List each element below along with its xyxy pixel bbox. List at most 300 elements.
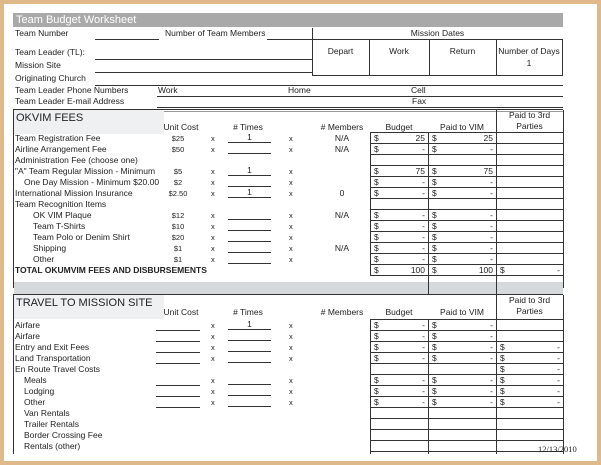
unit-cost-value: $50 <box>171 145 185 154</box>
budget-cell[interactable] <box>370 188 429 199</box>
column-rule <box>370 452 371 454</box>
budget-cell[interactable] <box>370 419 429 430</box>
row-label: One Day Mission - Minimum $20.00 <box>24 177 160 187</box>
dollar-sign: $ <box>374 375 379 385</box>
times-field[interactable]: 1 <box>228 165 271 176</box>
budget-cell[interactable] <box>370 331 429 342</box>
travel-title: TRAVEL TO MISSION SITE <box>14 295 164 319</box>
multiply-sign: x <box>211 233 215 242</box>
times-field[interactable] <box>228 253 271 264</box>
vim-cell[interactable] <box>428 408 497 419</box>
home-phone-label: Home <box>288 85 311 95</box>
times-field[interactable]: 1 <box>228 319 271 330</box>
budget-cell[interactable] <box>370 243 429 254</box>
row-label: Administration Fee (choose one) <box>15 155 138 165</box>
column-rule <box>428 282 429 294</box>
unit-cost-header: Unit Cost <box>163 307 199 317</box>
multiply-sign: x <box>289 145 293 154</box>
dollar-sign: $ <box>432 320 437 330</box>
vim-value: - <box>490 254 493 264</box>
vim-cell[interactable] <box>428 375 497 386</box>
dollar-sign: $ <box>374 342 379 352</box>
row-label: OK VIM Plaque <box>33 210 92 220</box>
times-field[interactable] <box>228 330 271 341</box>
multiply-sign: x <box>211 189 215 198</box>
budget-cell[interactable] <box>370 353 429 364</box>
cell-phone-label: Cell <box>411 85 426 95</box>
third-cell[interactable] <box>496 320 564 331</box>
third-cell[interactable] <box>496 265 564 276</box>
multiply-sign: x <box>211 211 215 220</box>
vim-cell[interactable] <box>428 331 497 342</box>
unit-cost-value: $12 <box>171 211 185 220</box>
vim-cell[interactable] <box>428 199 497 210</box>
vim-cell[interactable] <box>428 265 497 276</box>
third-cell[interactable] <box>496 188 564 199</box>
row-label: Team T-Shirts <box>33 221 86 231</box>
third-cell[interactable] <box>496 408 564 419</box>
row-label: Van Rentals <box>24 408 70 418</box>
multiply-sign: x <box>211 178 215 187</box>
vim-value: - <box>490 188 493 198</box>
budget-value: - <box>422 221 425 231</box>
dollar-sign: $ <box>500 364 505 374</box>
dollar-sign: $ <box>432 342 437 352</box>
team-leader-field[interactable] <box>95 59 312 60</box>
multiply-sign: x <box>289 343 293 352</box>
team-number-field[interactable] <box>95 39 159 40</box>
dollar-sign: $ <box>432 397 437 407</box>
vim-value: 75 <box>483 166 493 176</box>
multiply-sign: x <box>289 398 293 407</box>
dollar-sign: $ <box>374 221 379 231</box>
row-label: Airline Arrangement Fee <box>15 144 107 154</box>
row-label: "A" Team Regular Mission - Minimum <box>15 166 156 176</box>
mission-site-field[interactable] <box>95 72 312 73</box>
vim-cell[interactable] <box>428 155 497 166</box>
email-field[interactable] <box>157 107 563 108</box>
title-bar <box>13 13 563 27</box>
dollar-sign: $ <box>374 133 379 143</box>
row-label: Border Crossing Fee <box>24 430 103 440</box>
multiply-sign: x <box>289 321 293 330</box>
multiply-sign: x <box>289 332 293 341</box>
dollar-sign: $ <box>432 144 437 154</box>
budget-cell[interactable] <box>370 210 429 221</box>
third-cell[interactable] <box>496 210 564 221</box>
budget-value: - <box>422 320 425 330</box>
third-cell[interactable] <box>496 232 564 243</box>
budget-cell[interactable] <box>370 375 429 386</box>
return-label: Return <box>449 46 476 56</box>
row-label: En Route Travel Costs <box>15 364 101 374</box>
budget-value: - <box>422 254 425 264</box>
phone-label: Team Leader Phone Numbers <box>15 85 129 95</box>
multiply-sign: x <box>211 255 215 264</box>
multiply-sign: x <box>289 222 293 231</box>
vim-value: 25 <box>483 133 493 143</box>
unit-cost-field[interactable] <box>156 341 200 342</box>
dollar-sign: $ <box>374 232 379 242</box>
multiply-sign: x <box>289 354 293 363</box>
times-field[interactable] <box>228 143 271 154</box>
members-value: N/A <box>334 133 350 143</box>
number-of-days-value[interactable]: 1 <box>526 58 532 68</box>
row-label: Trailer Rentals <box>24 419 79 429</box>
dollar-sign: $ <box>374 353 379 363</box>
number-of-days-label: Number of Days <box>498 46 560 56</box>
phone-field[interactable] <box>157 96 563 97</box>
mission-site-label: Mission Site <box>15 60 61 70</box>
budget-value: 25 <box>415 133 425 143</box>
third-parties-header: Parties <box>516 306 543 316</box>
vim-cell[interactable] <box>428 364 497 375</box>
dollar-sign: $ <box>374 320 379 330</box>
work-phone-label: Work <box>158 85 178 95</box>
third-cell[interactable] <box>496 397 564 408</box>
third-cell[interactable] <box>496 221 564 232</box>
third-value: - <box>557 265 560 275</box>
third-cell[interactable] <box>496 144 564 155</box>
times-header: # Times <box>233 307 263 317</box>
dollar-sign: $ <box>432 210 437 220</box>
budget-cell[interactable] <box>370 364 429 375</box>
times-field[interactable] <box>228 396 271 407</box>
unit-cost-field[interactable] <box>156 330 200 331</box>
dollar-sign: $ <box>432 221 437 231</box>
members-value: 0 <box>339 188 345 198</box>
budget-value: - <box>422 386 425 396</box>
third-cell[interactable] <box>496 386 564 397</box>
vim-cell[interactable] <box>428 210 497 221</box>
vim-value: - <box>490 144 493 154</box>
multiply-sign: x <box>289 189 293 198</box>
unit-cost-value: $2 <box>173 178 183 187</box>
multiply-sign: x <box>211 354 215 363</box>
dollar-sign: $ <box>500 353 505 363</box>
unit-cost-value: $20 <box>171 233 185 242</box>
row-label: Team Recognition Items <box>15 199 107 209</box>
vim-cell[interactable] <box>428 254 497 265</box>
dollar-sign: $ <box>432 265 437 275</box>
dollar-sign: $ <box>432 177 437 187</box>
budget-cell[interactable] <box>370 133 429 144</box>
originating-church-label: Originating Church <box>15 73 86 83</box>
vim-cell[interactable] <box>428 166 497 177</box>
row-label: Land Transportation <box>15 353 91 363</box>
vim-value: - <box>490 243 493 253</box>
budget-cell[interactable] <box>370 144 429 155</box>
multiply-sign: x <box>211 134 215 143</box>
vim-cell[interactable] <box>428 243 497 254</box>
dollar-sign: $ <box>374 188 379 198</box>
budget-value: 100 <box>410 265 425 275</box>
multiply-sign: x <box>289 178 293 187</box>
dollar-sign: $ <box>374 243 379 253</box>
vim-cell[interactable] <box>428 177 497 188</box>
multiply-sign: x <box>289 244 293 253</box>
budget-cell[interactable] <box>370 232 429 243</box>
row-label: Other <box>24 397 46 407</box>
unit-cost-value: $1 <box>173 255 183 264</box>
row-label: Rentals (other) <box>24 441 81 451</box>
third-cell[interactable] <box>496 342 564 353</box>
vim-value: - <box>490 320 493 330</box>
dollar-sign: $ <box>432 353 437 363</box>
multiply-sign: x <box>211 343 215 352</box>
row-label: Lodging <box>24 386 55 396</box>
vim-cell[interactable] <box>428 232 497 243</box>
dollar-sign: $ <box>432 166 437 176</box>
vim-value: - <box>490 397 493 407</box>
times-field[interactable] <box>228 220 271 231</box>
vim-value: - <box>490 232 493 242</box>
paid-vim-header: Paid to VIM <box>440 122 484 132</box>
unit-cost-value: $5 <box>173 167 183 176</box>
vim-cell[interactable] <box>428 144 497 155</box>
unit-cost-field[interactable] <box>156 396 200 397</box>
multiply-sign: x <box>211 222 215 231</box>
budget-value: - <box>422 232 425 242</box>
budget-cell[interactable] <box>370 408 429 419</box>
email-label: Team Leader E-mail Address <box>15 96 125 106</box>
dollar-sign: $ <box>374 210 379 220</box>
vim-cell[interactable] <box>428 320 497 331</box>
members-value: N/A <box>334 144 350 154</box>
unit-cost-value: $25 <box>171 134 185 143</box>
third-value: - <box>557 397 560 407</box>
footer-date: 12/13/2010 <box>538 444 577 454</box>
multiply-sign: x <box>211 376 215 385</box>
unit-cost-field[interactable] <box>156 407 200 408</box>
unit-cost-field[interactable] <box>156 352 200 353</box>
dollar-sign: $ <box>374 144 379 154</box>
paid-vim-header: Paid to VIM <box>440 307 484 317</box>
budget-value: - <box>422 144 425 154</box>
column-rule <box>496 295 497 320</box>
vim-cell[interactable] <box>428 419 497 430</box>
third-value: - <box>557 386 560 396</box>
budget-value: - <box>422 177 425 187</box>
third-cell[interactable] <box>496 254 564 265</box>
times-field[interactable] <box>228 176 271 187</box>
multiply-sign: x <box>211 387 215 396</box>
budget-value: - <box>422 188 425 198</box>
row-label: TOTAL OKUMVIM FEES AND DISBURSEMENTS <box>15 265 207 275</box>
vim-value: - <box>490 331 493 341</box>
dollar-sign: $ <box>374 166 379 176</box>
multiply-sign: x <box>289 255 293 264</box>
dollar-sign: $ <box>374 177 379 187</box>
third-cell[interactable] <box>496 133 564 144</box>
budget-value: - <box>422 375 425 385</box>
budget-header: Budget <box>385 307 413 317</box>
third-cell[interactable] <box>496 364 564 375</box>
third-cell[interactable] <box>496 243 564 254</box>
dollar-sign: $ <box>432 243 437 253</box>
team-leader-label: Team Leader (TL): <box>15 47 85 57</box>
budget-value: - <box>422 342 425 352</box>
page-title: Team Budget Worksheet <box>16 14 137 26</box>
vim-cell[interactable] <box>428 221 497 232</box>
num-members-label: Number of Team Members <box>165 28 266 38</box>
row-label: Entry and Exit Fees <box>15 342 90 352</box>
third-cell[interactable] <box>496 166 564 177</box>
dollar-sign: $ <box>432 188 437 198</box>
vim-value: - <box>490 375 493 385</box>
budget-value: - <box>422 353 425 363</box>
dollar-sign: $ <box>500 386 505 396</box>
column-rule <box>496 452 497 454</box>
vim-cell[interactable] <box>428 430 497 441</box>
third-cell[interactable] <box>496 331 564 342</box>
third-value: - <box>557 364 560 374</box>
row-label: International Mission Insurance <box>15 188 133 198</box>
vim-value: - <box>490 221 493 231</box>
multiply-sign: x <box>289 167 293 176</box>
times-field[interactable] <box>228 341 271 352</box>
dollar-sign: $ <box>432 375 437 385</box>
unit-cost-value: $10 <box>171 222 185 231</box>
vim-cell[interactable] <box>428 353 497 364</box>
row-label: Airfare <box>15 320 41 330</box>
times-field[interactable]: 1 <box>228 132 271 143</box>
work-date-label: Work <box>389 46 409 56</box>
column-rule <box>428 452 429 454</box>
third-parties-header: Paid to 3rd <box>508 295 551 305</box>
budget-cell[interactable] <box>370 430 429 441</box>
third-cell[interactable] <box>496 419 564 430</box>
multiply-sign: x <box>211 145 215 154</box>
unit-cost-field[interactable] <box>156 385 200 386</box>
unit-cost-value: $1 <box>173 244 183 253</box>
budget-cell[interactable] <box>370 177 429 188</box>
multiply-sign: x <box>289 376 293 385</box>
members-value: N/A <box>334 243 350 253</box>
dollar-sign: $ <box>500 375 505 385</box>
okvim-title: OKVIM FEES <box>14 110 164 134</box>
dollar-sign: $ <box>432 133 437 143</box>
dollar-sign: $ <box>432 254 437 264</box>
times-field[interactable] <box>228 374 271 385</box>
budget-value: - <box>422 243 425 253</box>
times-field[interactable] <box>228 209 271 220</box>
vim-value: - <box>490 386 493 396</box>
vim-cell[interactable] <box>428 188 497 199</box>
dollar-sign: $ <box>374 254 379 264</box>
vim-cell[interactable] <box>428 133 497 144</box>
unit-cost-header: Unit Cost <box>163 122 199 132</box>
budget-cell[interactable] <box>370 254 429 265</box>
budget-cell[interactable] <box>370 441 429 452</box>
row-label: Meals <box>24 375 47 385</box>
third-cell[interactable] <box>496 430 564 441</box>
multiply-sign: x <box>211 244 215 253</box>
vim-cell[interactable] <box>428 441 497 452</box>
budget-cell[interactable] <box>370 386 429 397</box>
third-parties-header: Paid to 3rd <box>508 110 551 120</box>
row-label: Shipping <box>33 243 67 253</box>
dollar-sign: $ <box>374 265 379 275</box>
multiply-sign: x <box>289 211 293 220</box>
multiply-sign: x <box>211 321 215 330</box>
mission-dates-label: Mission Dates <box>410 28 465 38</box>
budget-cell[interactable] <box>370 320 429 331</box>
dollar-sign: $ <box>500 397 505 407</box>
column-rule <box>496 110 497 133</box>
budget-value: - <box>422 331 425 341</box>
column-rule <box>496 282 497 294</box>
fax-label: Fax <box>412 96 427 106</box>
vim-cell[interactable] <box>428 386 497 397</box>
budget-cell[interactable] <box>370 199 429 210</box>
budget-value: - <box>422 210 425 220</box>
third-cell[interactable] <box>496 155 564 166</box>
team-number-label: Team Number <box>15 28 69 38</box>
third-value: - <box>557 353 560 363</box>
times-field[interactable] <box>228 385 271 396</box>
vim-value: - <box>490 210 493 220</box>
budget-cell[interactable] <box>370 265 429 276</box>
third-cell[interactable] <box>496 177 564 188</box>
members-header: # Members <box>320 122 364 132</box>
budget-cell[interactable] <box>370 155 429 166</box>
dollar-sign: $ <box>432 386 437 396</box>
vim-value: - <box>490 177 493 187</box>
budget-header: Budget <box>385 122 413 132</box>
third-cell[interactable] <box>496 353 564 364</box>
budget-cell[interactable] <box>370 166 429 177</box>
multiply-sign: x <box>211 398 215 407</box>
times-field[interactable] <box>228 231 271 242</box>
dollar-sign: $ <box>432 232 437 242</box>
budget-cell[interactable] <box>370 342 429 353</box>
section-separator <box>14 282 563 294</box>
members-value: N/A <box>334 210 350 220</box>
times-field[interactable]: 1 <box>228 187 271 198</box>
members-header: # Members <box>320 307 364 317</box>
times-field[interactable] <box>228 242 271 253</box>
multiply-sign: x <box>289 134 293 143</box>
dollar-sign: $ <box>500 342 505 352</box>
third-cell[interactable] <box>496 199 564 210</box>
num-members-field[interactable] <box>267 39 317 40</box>
multiply-sign: x <box>211 167 215 176</box>
dollar-sign: $ <box>374 331 379 341</box>
dollar-sign: $ <box>374 397 379 407</box>
times-header: # Times <box>233 122 263 132</box>
dollar-sign: $ <box>374 386 379 396</box>
row-label: Airfare <box>15 331 41 341</box>
times-field[interactable] <box>228 352 271 363</box>
section-border <box>13 110 14 288</box>
budget-cell[interactable] <box>370 397 429 408</box>
third-value: - <box>557 342 560 352</box>
dollar-sign: $ <box>500 265 505 275</box>
dollar-sign: $ <box>432 331 437 341</box>
vim-cell[interactable] <box>428 397 497 408</box>
unit-cost-field[interactable] <box>156 363 200 364</box>
third-cell[interactable] <box>496 375 564 386</box>
row-label: Team Registration Fee <box>15 133 101 143</box>
worksheet <box>4 4 597 461</box>
multiply-sign: x <box>289 233 293 242</box>
budget-cell[interactable] <box>370 221 429 232</box>
mission-dates-grid <box>312 39 563 76</box>
unit-cost-value: $2.50 <box>168 189 188 198</box>
vim-cell[interactable] <box>428 342 497 353</box>
multiply-sign: x <box>289 387 293 396</box>
